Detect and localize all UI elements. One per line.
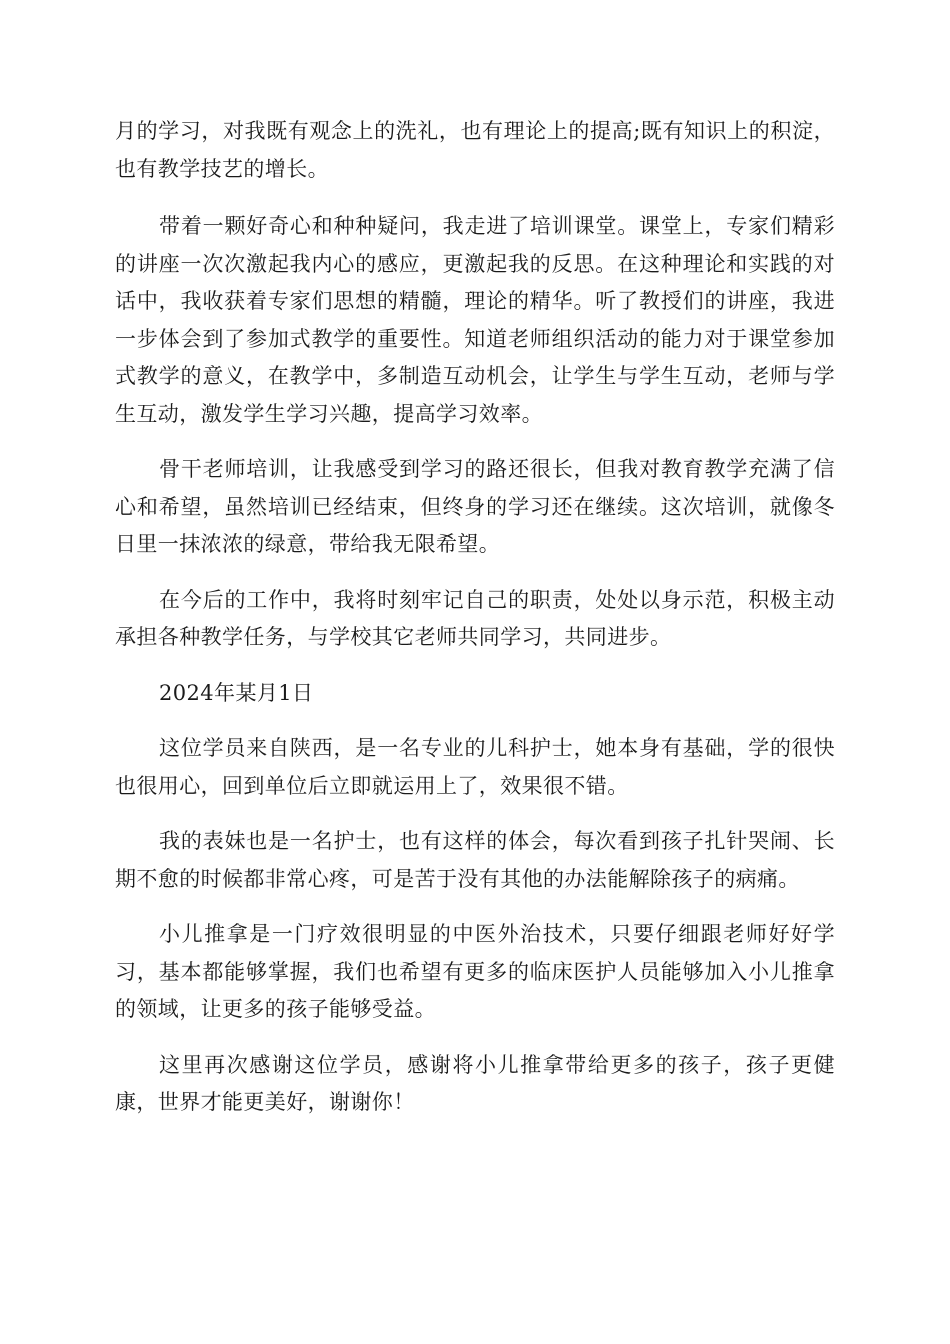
paragraph-continuation: 月的学习，对我既有观念上的洗礼，也有理论上的提高;既有知识上的积淀，也有教学技艺的增长。 [115,119,835,181]
paragraph-backbone-teacher-training: 骨干老师培训，让我感受到学习的路还很长，但我对教育教学充满了信心和希望，虽然培训已经结束，但终身的学习还在继续。这次培训，就像冬日里一抹浓浓的绿意，带给我无限希望。 [115,457,835,556]
document-body [115,113,835,1140]
paragraph-pediatric-massage: 小儿推拿是一门疗效很明显的中医外治技术，只要仔细跟老师好好学习，基本都能够掌握，我们也希望有更多的临床医护人员能够加入小儿推拿的领域，让更多的孩子能够受益。 [115,922,835,1021]
paragraph-cousin-nurse: 我的表妹也是一名护士，也有这样的体会，每次看到孩子扎针哭闹、长期不愈的时候都非常心疼，可是苦于没有其他的办法能解除孩子的病痛。 [115,829,835,891]
paragraph-training-classroom: 带着一颗好奇心和种种疑问，我走进了培训课堂。课堂上，专家们精彩的讲座一次次激起我内心的感应，更激起我的反思。在这种理论和实践的对话中，我收获着专家们思想的精髓，理论的精华。听了教授们的讲座，我进一步体会到了参加式教学的重要性。知道老师组织活动的能力对于课堂参加式教学的意义，在教学中，多制造互动机会，让学生与学生互动，老师与学生互动，激发学生学习兴趣，提高学习效率。 [115,214,835,426]
paragraph-future-work: 在今后的工作中，我将时刻牢记自己的职责，处处以身示范，积极主动承担各种教学任务，与学校其它老师共同学习，共同进步。 [115,587,835,649]
date-line: 2024年某月1日 [159,680,314,705]
paragraph-student-intro: 这位学员来自陕西，是一名专业的儿科护士，她本身有基础，学的很快也很用心，回到单位后立即就运用上了，效果很不错。 [115,736,835,798]
paragraph-thanks: 这里再次感谢这位学员，感谢将小儿推拿带给更多的孩子，孩子更健康，世界才能更美好，谢谢你！ [115,1052,835,1114]
